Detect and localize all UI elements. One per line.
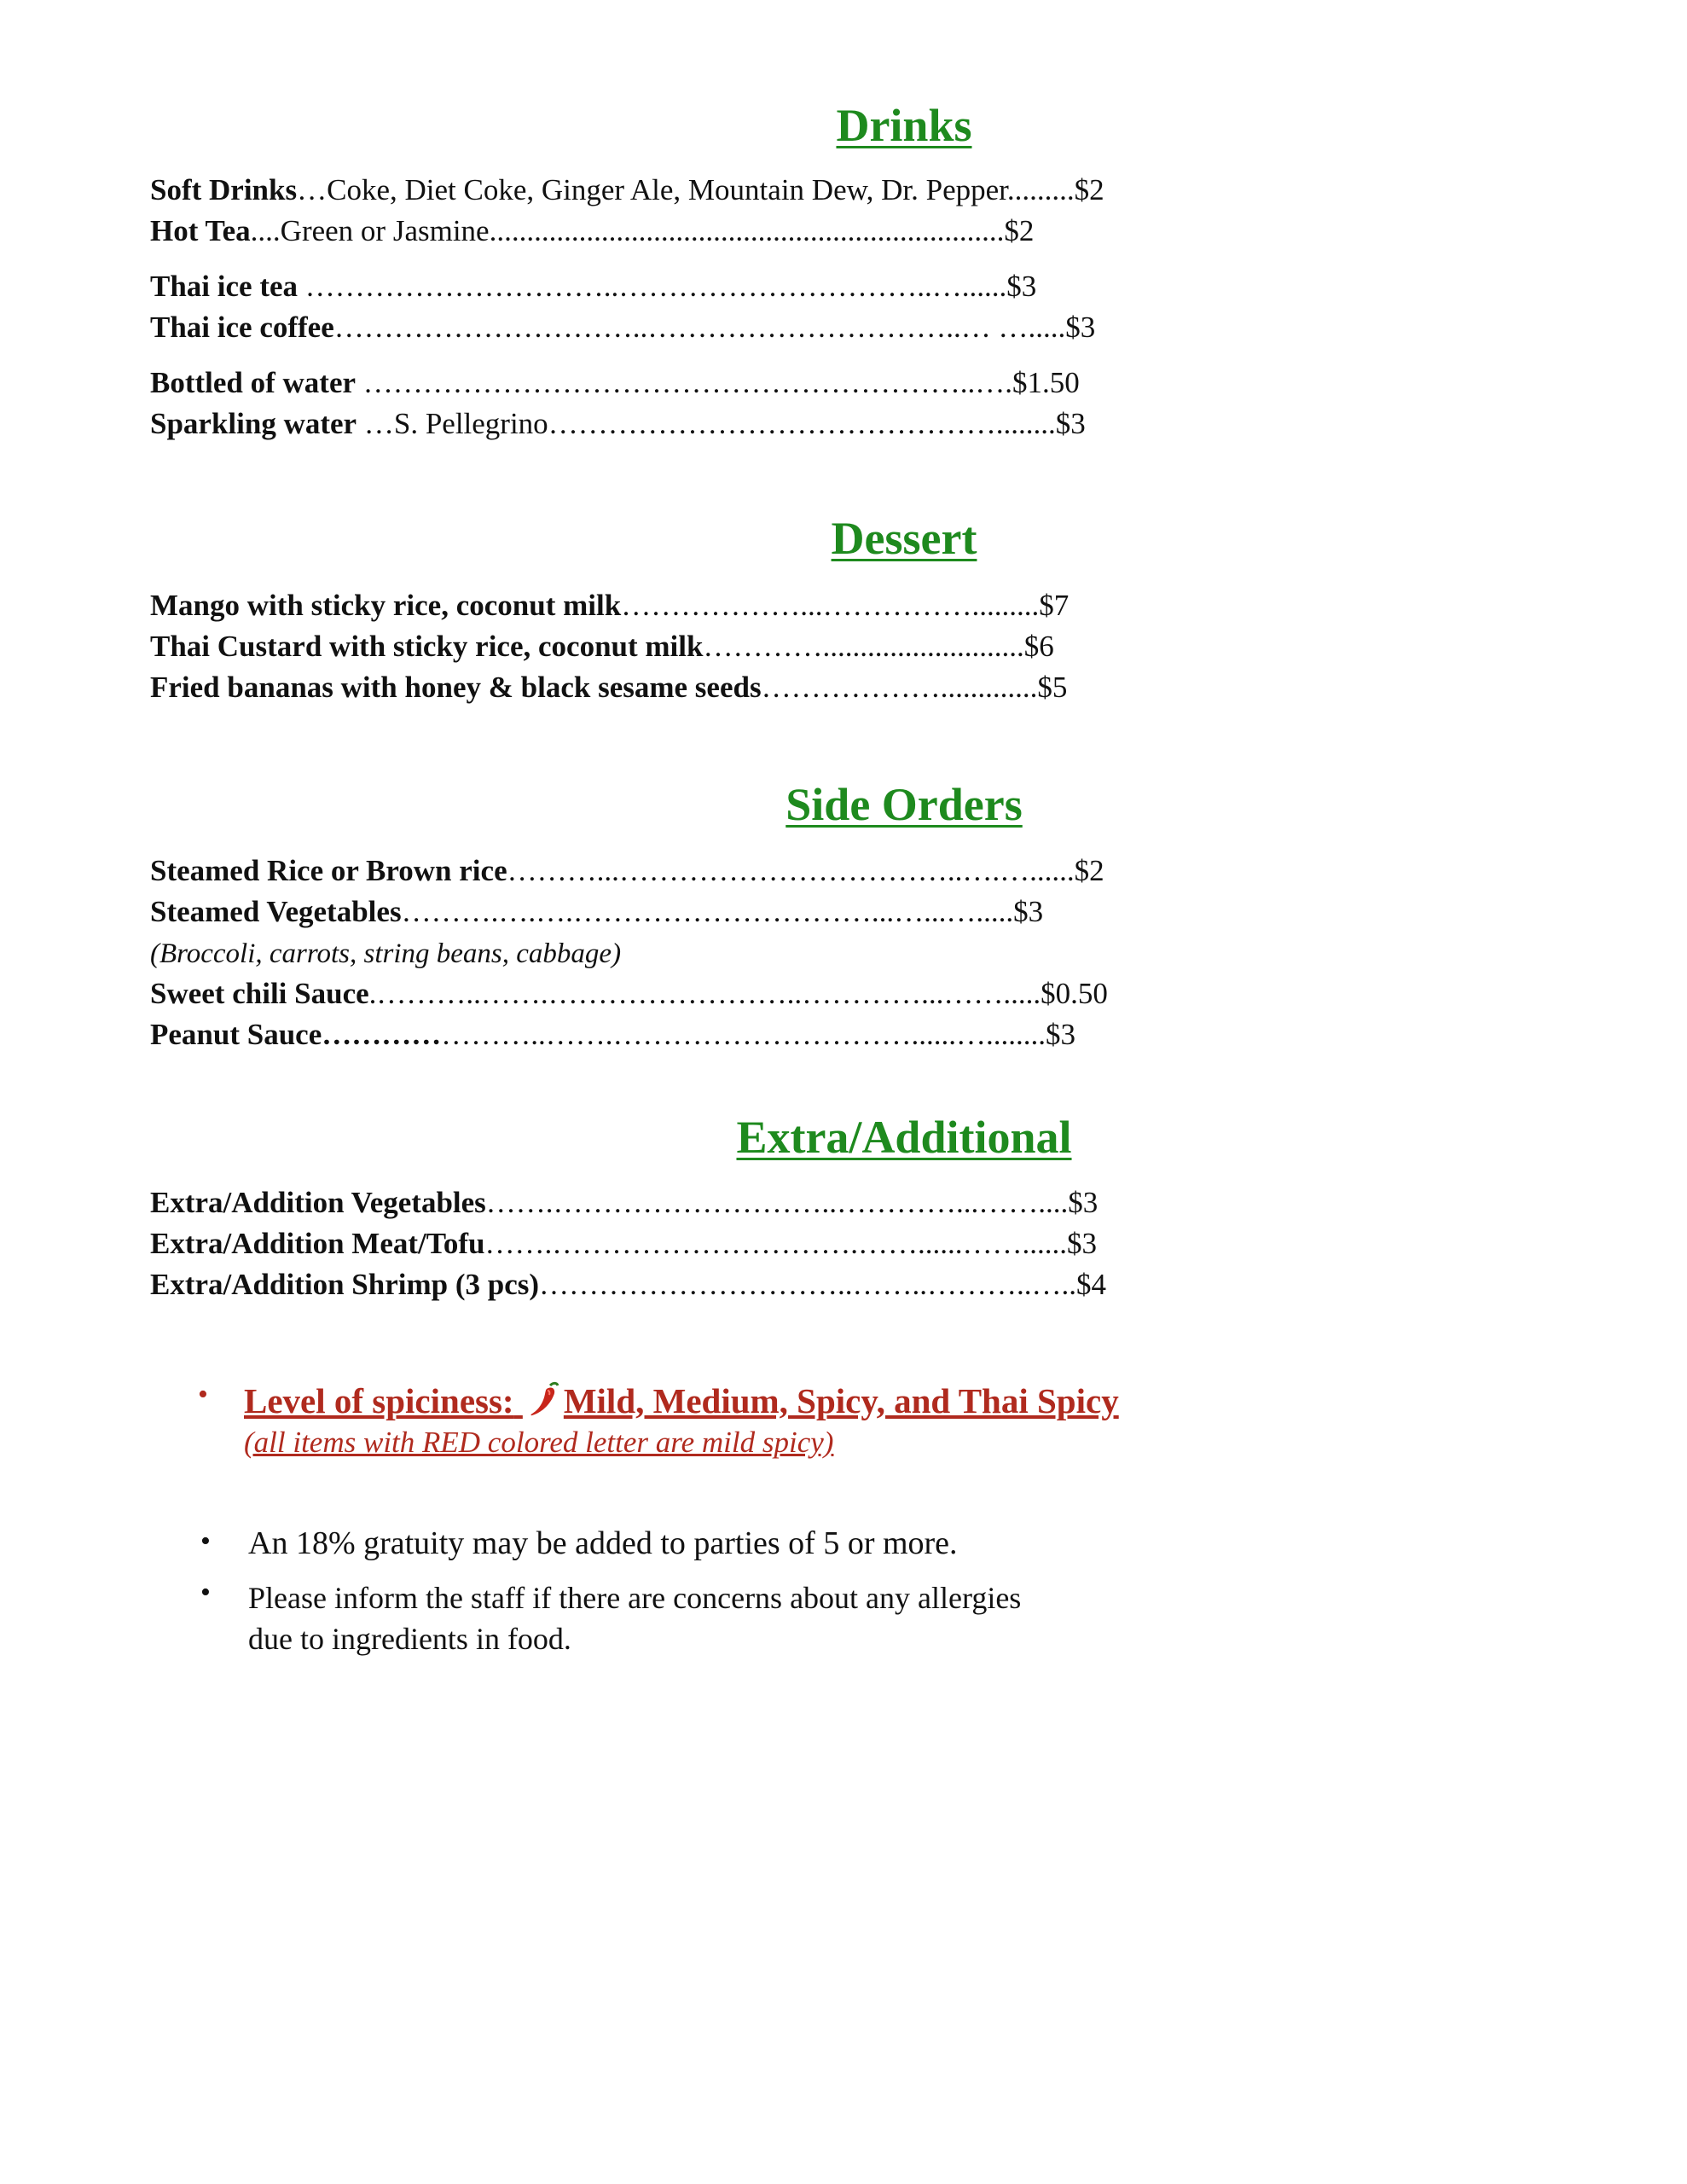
menu-item-peanut-sauce <box>150 1019 1075 1052</box>
item-leader-dots: ......... <box>1006 173 1075 206</box>
item-price: $5 <box>1037 671 1068 704</box>
item-leader-dots: …………........................... <box>703 630 1024 663</box>
menu-item-steamed-vegetables <box>150 896 1043 929</box>
menu-item-sweet-chili-sauce <box>150 978 1108 1011</box>
menu-item-fried-bananas <box>150 671 1067 705</box>
item-price: $7 <box>1039 589 1070 622</box>
item-description: ....Green or Jasmine <box>250 214 490 247</box>
drinks-heading: Drinks <box>836 100 972 151</box>
menu-item-extra-meat-tofu <box>150 1228 1097 1261</box>
side-orders-heading: Side Orders <box>786 779 1023 830</box>
bullet-allergy: • <box>200 1577 211 1608</box>
item-price: $6 <box>1023 630 1054 663</box>
item-price: $3 <box>1067 1227 1097 1260</box>
extra-heading: Extra/Additional <box>736 1112 1072 1163</box>
item-name: Sparkling water <box>150 407 357 440</box>
item-name: Steamed Rice or Brown rice <box>150 854 507 887</box>
allergy-note-line-2: due to ingredients in food. <box>248 1622 571 1656</box>
item-leader-dots: .………..…….……………………..…………...……..... <box>368 977 1041 1010</box>
menu-item-mango-sticky-rice <box>150 590 1069 623</box>
menu-item-thai-custard <box>150 630 1054 664</box>
spiciness-note: (all items with RED colored letter are mild spicy) <box>244 1426 834 1459</box>
item-price: $3 <box>1065 311 1096 344</box>
item-leader-dots: …….………………………..…………...…….... <box>485 1186 1069 1219</box>
item-leader-dots: ………………………………………........ <box>548 407 1056 440</box>
item-name: Bottled of water <box>150 366 357 399</box>
item-price: $3 <box>1055 407 1086 440</box>
spiciness-label: Level of spiciness: <box>244 1381 514 1420</box>
item-price: $1.50 <box>1012 366 1080 399</box>
item-price: $2 <box>1004 214 1035 247</box>
vegetables-note: (Broccoli, carrots, string beans, cabbage) <box>150 938 622 969</box>
item-name: Thai Custard with sticky rice, coconut milk <box>150 630 704 663</box>
menu-item-thai-ice-coffee <box>150 311 1095 345</box>
item-name: Mango with sticky rice, coconut milk <box>150 589 622 622</box>
item-leader-dots: ………………............. <box>761 671 1038 704</box>
item-leader-dots: ………………...……………......... <box>621 589 1040 622</box>
item-name: Extra/Addition Shrimp (3 pcs) <box>150 1268 540 1301</box>
item-name: Fried bananas with honey & black sesame seeds <box>150 671 762 704</box>
menu-item-extra-shrimp <box>150 1269 1106 1302</box>
item-name: Extra/Addition Vegetables <box>150 1186 486 1219</box>
bullet-gratuity: • <box>200 1525 211 1557</box>
item-name: Thai ice tea <box>150 270 299 303</box>
item-name: Steamed Vegetables <box>150 895 402 928</box>
item-name: Hot Tea <box>150 214 251 247</box>
item-price: $0.50 <box>1041 977 1108 1010</box>
menu-item-bottled-water <box>150 367 1080 400</box>
item-price: $3 <box>1006 270 1037 303</box>
dessert-heading: Dessert <box>831 513 977 564</box>
spiciness-level-list: Mild, Medium, Spicy, and Thai Spicy <box>563 1381 1119 1420</box>
menu-item-soft-drinks <box>150 174 1104 207</box>
gratuity-note: An 18% gratuity may be added to parties of 5 or more. <box>248 1525 958 1561</box>
item-leader-dots: ………...……………………………..….…...... <box>507 854 1075 887</box>
item-price: $4 <box>1076 1268 1107 1301</box>
menu-item-steamed-rice <box>150 855 1104 888</box>
item-name: Extra/Addition Meat/Tofu <box>150 1227 485 1260</box>
item-leader-dots: ……….….….…………………………...…...…..... <box>401 895 1014 928</box>
item-price: $3 <box>1046 1018 1075 1051</box>
item-price: $3 <box>1013 895 1044 928</box>
menu-item-thai-ice-tea <box>150 270 1036 304</box>
item-price: $2 <box>1074 173 1104 206</box>
item-name: Peanut Sauce………… <box>150 1018 442 1051</box>
allergy-note-line-1: Please inform the staff if there are concerns about any allergies <box>248 1581 1022 1615</box>
item-leader-dots: ………..…….…………………………......…........ <box>441 1018 1046 1051</box>
chili-pepper-icon <box>528 1380 562 1426</box>
item-price: $2 <box>1074 854 1104 887</box>
item-leader-dots: …………………………..……..………..….. <box>539 1268 1077 1301</box>
item-name: Soft Drinks <box>150 173 298 206</box>
item-leader-dots: …………………………..…………………………..… …..... <box>333 311 1066 344</box>
item-price: $3 <box>1068 1186 1099 1219</box>
menu-item-extra-vegetables <box>150 1187 1098 1220</box>
item-leader-dots: ..................................................................... <box>489 214 1005 247</box>
item-leader-dots: …………………………..…………………………..…...... <box>298 270 1007 303</box>
item-leader-dots: …….………………………….……......……...... <box>484 1227 1067 1260</box>
menu-item-hot-tea <box>150 215 1034 248</box>
menu-item-sparkling-water <box>150 408 1086 441</box>
item-description: …S. Pellegrino <box>357 407 548 440</box>
item-name: Thai ice coffee <box>150 311 334 344</box>
bullet-spiciness: • <box>198 1379 208 1410</box>
spiciness-levels <box>244 1380 1119 1426</box>
item-name: Sweet chili Sauce <box>150 977 369 1010</box>
item-description: …Coke, Diet Coke, Ginger Ale, Mountain Dew, Dr. Pepper <box>297 173 1007 206</box>
item-leader-dots: ……………………………………………………..…. <box>356 366 1013 399</box>
